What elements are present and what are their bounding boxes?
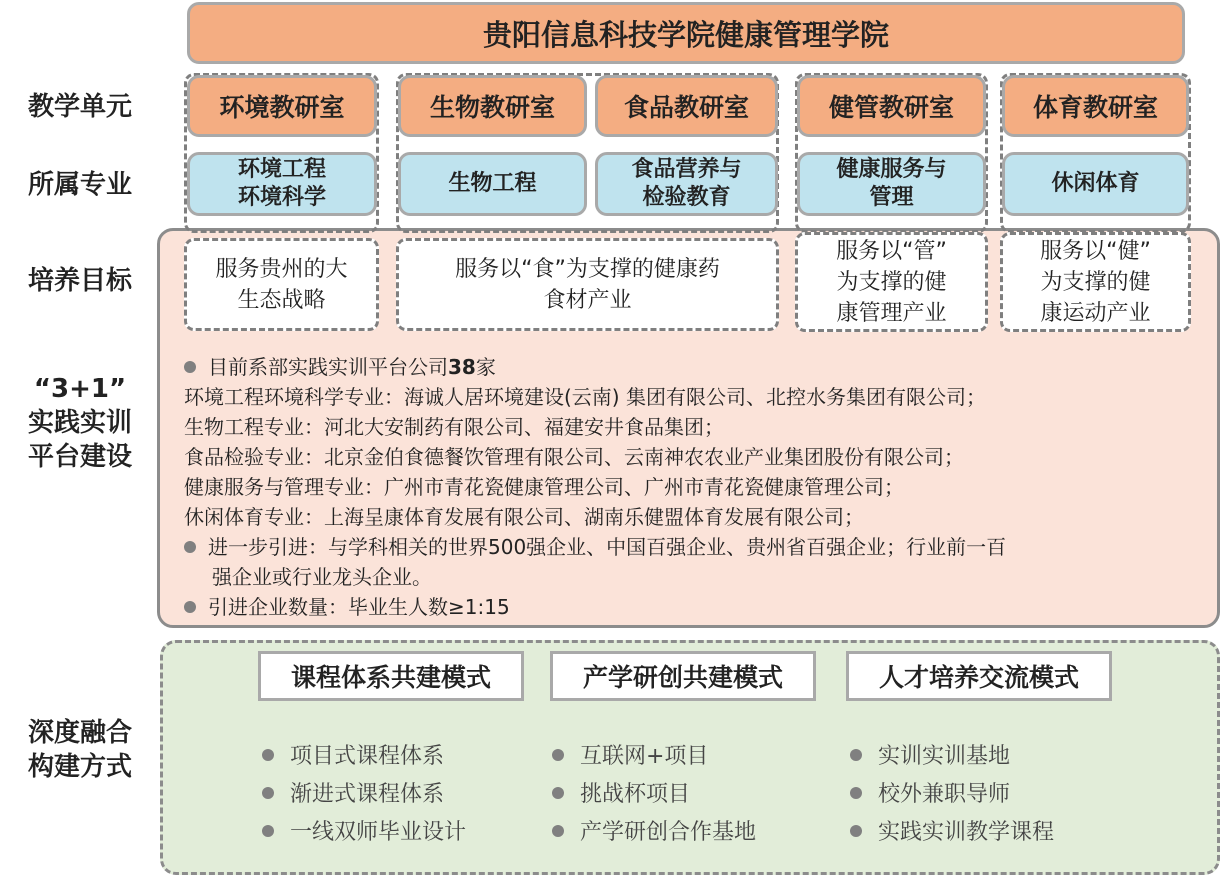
further-introduction-line2: 强企业或行业龙头企业。 [212, 565, 432, 589]
row-label-major: 所属专业 [27, 170, 132, 200]
list-item-text: 产学研创合作基地 [580, 820, 757, 845]
major-health [797, 152, 986, 216]
bullet-icon [184, 541, 196, 553]
enterprise-ratio [184, 592, 1209, 622]
mode-list-course-system [262, 738, 466, 852]
list-item [262, 814, 466, 852]
major-text: 生物工程 [448, 171, 537, 196]
bullet-icon [552, 749, 564, 761]
list-item-text: 实训实训基地 [878, 744, 1011, 769]
goal-text: 服务以“管” [836, 238, 947, 264]
goal-text: 服务以“健” [1040, 238, 1151, 264]
dept-food: 食品教研室 [595, 75, 778, 137]
list-item [552, 814, 756, 852]
enterprise-ratio-text: 引进企业数量：毕业生人数≥1:15 [208, 595, 510, 619]
major-text: 休闲体育 [1051, 171, 1140, 196]
goal-environment [184, 238, 379, 331]
list-item [262, 776, 466, 814]
goal-text: 生态战略 [237, 287, 326, 313]
list-item-text: 一线双师毕业设计 [290, 820, 467, 845]
dept-biology: 生物教研室 [398, 75, 587, 137]
major-text: 管理 [869, 185, 914, 210]
row-label-integration-line2: 构建方式 [27, 752, 132, 782]
bullet-icon [850, 787, 862, 799]
major-environment [187, 152, 377, 216]
dept-health: 健管教研室 [797, 75, 986, 137]
dept-environment: 环境教研室 [187, 75, 377, 137]
major-biology [398, 152, 587, 216]
row-label-teaching-unit: 教学单元 [27, 92, 132, 122]
mode-talent-exchange: 人才培养交流模式 [846, 651, 1112, 701]
major-text: 健康服务与 [836, 157, 947, 182]
list-item [262, 738, 466, 776]
row-label-platform-line3: 平台建设 [27, 442, 132, 472]
bullet-icon [552, 787, 564, 799]
list-item [850, 738, 1054, 776]
row-label-platform-line2: 实践实训 [27, 408, 132, 438]
goal-text: 康运动产业 [1040, 300, 1151, 326]
list-item [850, 776, 1054, 814]
bullet-icon [850, 749, 862, 761]
company-line-health: 健康服务与管理专业：广州市青花瓷健康管理公司、广州市青花瓷健康管理公司； [184, 475, 904, 499]
major-text: 环境科学 [237, 185, 326, 210]
further-introduction-line1: 进一步引进：与学科相关的世界500强企业、中国百强企业、贵州省百强企业；行业前一百 [208, 535, 1007, 559]
goal-text: 为支撑的健 [1040, 269, 1151, 295]
list-item-text: 渐进式课程体系 [290, 782, 445, 807]
company-line-food: 食品检验专业：北京金伯食德餐饮管理有限公司、云南神农农业产业集团股份有限公司； [184, 445, 964, 469]
college-title: 贵阳信息科技学院健康管理学院 [187, 2, 1185, 64]
practice-company-count: 38 [448, 355, 476, 379]
practice-platform-text [184, 352, 1209, 622]
list-item [552, 738, 756, 776]
list-item [552, 776, 756, 814]
list-item-text: 实践实训教学课程 [878, 820, 1055, 845]
bullet-icon [262, 787, 274, 799]
list-item [850, 814, 1054, 852]
mode-list-industry-research [552, 738, 756, 852]
row-label-platform [0, 372, 160, 474]
company-line-biology: 生物工程专业：河北大安制药有限公司、福建安井食品集团； [184, 415, 724, 439]
mode-course-system: 课程体系共建模式 [258, 651, 524, 701]
major-text: 检验教育 [642, 185, 731, 210]
bullet-icon [850, 825, 862, 837]
row-label-integration [0, 716, 160, 784]
bullet-icon [262, 749, 274, 761]
practice-summary-suffix: 家 [475, 355, 496, 379]
practice-summary-prefix: 目前系部实践实训平台公司 [208, 355, 448, 379]
major-text: 食品营养与 [631, 157, 742, 182]
goal-health [795, 232, 988, 332]
goal-text: 康管理产业 [836, 300, 947, 326]
goal-text: 服务以“食”为支撑的健康药 [455, 256, 720, 282]
dept-sport: 体育教研室 [1002, 75, 1189, 137]
list-item-text: 项目式课程体系 [290, 744, 445, 769]
list-item-text: 挑战杯项目 [580, 782, 691, 807]
row-label-integration-line1: 深度融合 [27, 718, 132, 748]
goal-bio-food [396, 238, 779, 331]
major-sport [1002, 152, 1189, 216]
list-item-text: 校外兼职导师 [878, 782, 1011, 807]
goal-sport [1000, 232, 1191, 332]
company-line-environment: 环境工程环境科学专业：海诚人居环境建设(云南) 集团有限公司、北控水务集团有限公司； [184, 385, 986, 409]
further-introduction [184, 532, 1209, 562]
bullet-icon [184, 361, 196, 373]
major-text: 环境工程 [237, 157, 326, 182]
goal-text: 为支撑的健 [836, 269, 947, 295]
goal-text: 服务贵州的大 [215, 256, 348, 282]
bullet-icon [184, 601, 196, 613]
major-food [595, 152, 778, 216]
row-label-goal: 培养目标 [27, 266, 132, 296]
company-line-sport: 休闲体育专业：上海呈康体育发展有限公司、湖南乐健盟体育发展有限公司； [184, 505, 864, 529]
goal-text: 食材产业 [543, 287, 632, 313]
bullet-icon [552, 825, 564, 837]
row-label-platform-line1: “3+1” [33, 374, 127, 404]
list-item-text: 互联网+项目 [580, 744, 709, 769]
mode-list-talent-exchange [850, 738, 1054, 852]
mode-industry-research: 产学研创共建模式 [550, 651, 816, 701]
bullet-icon [262, 825, 274, 837]
practice-summary [184, 352, 1209, 382]
